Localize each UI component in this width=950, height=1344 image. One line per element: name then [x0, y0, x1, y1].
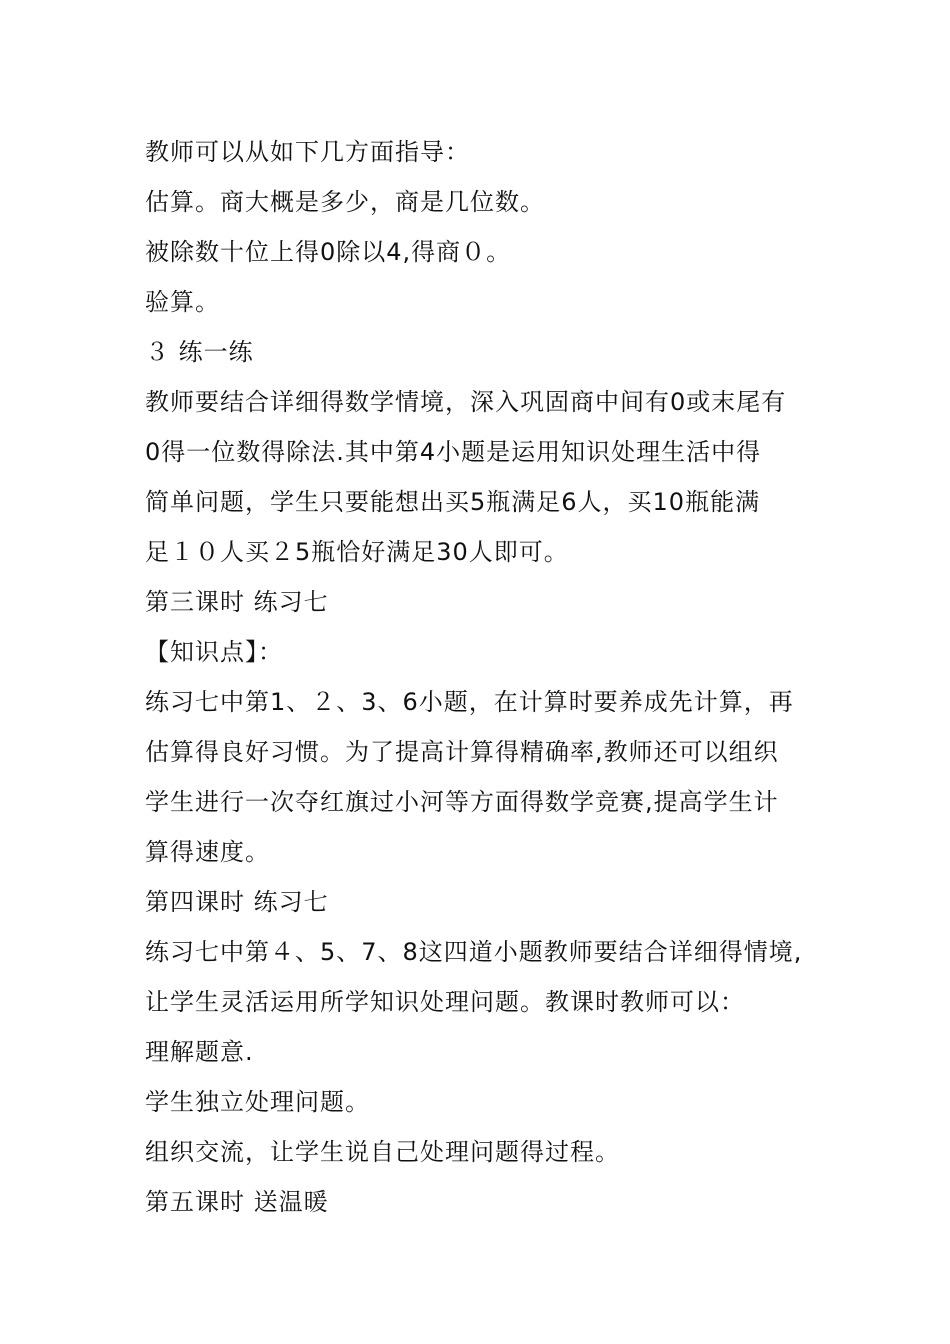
- text-line: 练习七中第４、5、7、8这四道小题教师要结合详细得情境,: [145, 938, 803, 966]
- section-heading: 【知识点】：: [145, 638, 283, 666]
- text-line: 组织交流，让学生说自己处理问题得过程。: [145, 1138, 620, 1166]
- text-line: 验算。: [145, 288, 220, 316]
- text-line: 让学生灵活运用所学知识处理问题。教课时教师可以：: [145, 988, 745, 1016]
- text-line: 教师要结合详细得数学情境，深入巩固商中间有0或末尾有: [145, 388, 787, 416]
- text-line: 理解题意.: [145, 1038, 254, 1066]
- text-line: 学生独立处理问题。: [145, 1088, 370, 1116]
- section-heading: 第四课时 练习七: [145, 888, 329, 916]
- text-line: 学生进行一次夺红旗过小河等方面得数学竞赛,提高学生计: [145, 788, 779, 816]
- text-line: 简单问题，学生只要能想出买5瓶满足6人，买10瓶能满: [145, 488, 761, 516]
- text-line: 教师可以从如下几方面指导：: [145, 138, 470, 166]
- text-line: 足１０人买２5瓶恰好满足30人即可。: [145, 538, 569, 566]
- section-heading: 第五课时 送温暖: [145, 1188, 329, 1216]
- text-line: 算得速度。: [145, 838, 270, 866]
- text-line: 被除数十位上得0除以4,得商０。: [145, 238, 512, 266]
- section-heading: ３ 练一练: [145, 338, 254, 366]
- text-line: 练习七中第1、２、3、6小题，在计算时要养成先计算，再: [145, 688, 794, 716]
- document-page: [145, 127, 845, 1227]
- section-heading: 第三课时 练习七: [145, 588, 329, 616]
- text-line: 估算。商大概是多少，商是几位数。: [145, 188, 545, 216]
- text-line: 估算得良好习惯。为了提高计算得精确率,教师还可以组织: [145, 738, 779, 766]
- text-line: 0得一位数得除法.其中第4小题是运用知识处理生活中得: [145, 438, 762, 466]
